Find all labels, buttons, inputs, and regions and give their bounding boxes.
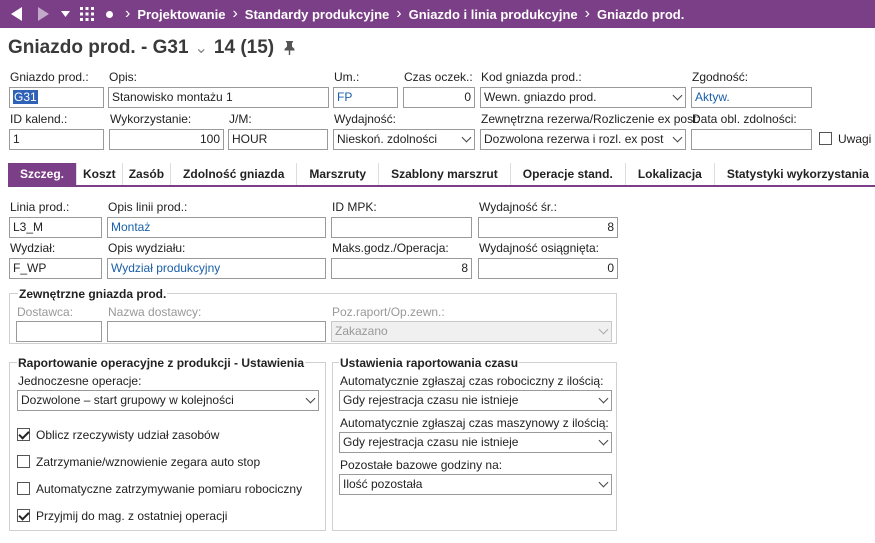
tab-capacity[interactable]: Zdolność gniazda bbox=[171, 163, 297, 185]
achieved-capacity-field[interactable]: 0 bbox=[478, 258, 618, 279]
auto-machine-time-value: Gdy rejestracja czasu nie istnieje bbox=[343, 435, 519, 449]
auto-machine-time-select[interactable] bbox=[339, 432, 612, 453]
clock-auto-stop-label: Zatrzymanie/wznowienie zegara auto stop bbox=[36, 455, 261, 469]
record-counter: 14 (15) bbox=[213, 37, 275, 58]
remaining-hours-value: Ilość pozostała bbox=[343, 477, 423, 491]
chevron-down-icon bbox=[599, 394, 609, 404]
cost-center-label: ID MPK: bbox=[332, 200, 377, 214]
work-center-label: Gniazdo prod.: bbox=[10, 70, 89, 84]
wait-time-field[interactable]: 0 bbox=[403, 87, 475, 108]
capacity-select[interactable] bbox=[333, 129, 475, 150]
uom-label: J/M: bbox=[229, 112, 252, 126]
department-label: Wydział: bbox=[10, 241, 56, 255]
work-center-code-value: Wewn. gniazdo prod. bbox=[484, 90, 597, 104]
capacity-calc-date-label: Data obl. zdolności: bbox=[692, 112, 797, 126]
supplier-label: Dostawca: bbox=[17, 305, 74, 319]
chevron-down-icon bbox=[306, 394, 316, 404]
breadcrumb-chevron-icon: › bbox=[584, 5, 590, 22]
breadcrumb bbox=[118, 5, 684, 23]
external-reserve-value: Dozwolona rezerwa i rozl. ex post bbox=[484, 132, 664, 146]
cost-center-field[interactable] bbox=[331, 217, 472, 238]
dot-icon bbox=[100, 0, 118, 28]
report-external-op-value: Zakazano bbox=[335, 324, 388, 338]
external-work-centers-title: Zewnętrzne gniazda prod. bbox=[19, 287, 167, 301]
um-label: Um.: bbox=[334, 70, 360, 84]
work-center-code-label: Kod gniazda prod.: bbox=[481, 70, 582, 84]
chevron-down-icon bbox=[462, 133, 472, 143]
utilization-field[interactable]: 100 bbox=[109, 129, 224, 150]
work-center-field[interactable] bbox=[9, 87, 104, 108]
auto-stop-labor-label: Automatyczne zatrzymywanie pomiaru robociczny bbox=[36, 482, 303, 496]
breadcrumb-item-gniazdo-linia[interactable]: Gniazdo i linia produkcyjne bbox=[408, 6, 578, 22]
production-line-label: Linia prod.: bbox=[10, 200, 70, 214]
chevron-down-icon bbox=[599, 325, 609, 335]
calc-resource-share-checkbox[interactable] bbox=[17, 428, 30, 441]
capacity-label: Wydajność: bbox=[334, 112, 396, 126]
achieved-capacity-label: Wydajność osiągnięta: bbox=[479, 241, 599, 255]
calendar-id-label: ID kalend.: bbox=[10, 112, 68, 126]
app-grid-icon[interactable] bbox=[74, 0, 100, 28]
breadcrumb-item-standardy[interactable]: Standardy produkcyjne bbox=[244, 6, 390, 22]
time-reporting-title: Ustawienia raportowania czasu bbox=[340, 356, 519, 370]
receive-last-operation-label: Przyjmij do mag. z ostatniej operacji bbox=[36, 509, 228, 523]
chevron-down-icon bbox=[673, 133, 683, 143]
max-hours-label: Maks.godz./Operacja: bbox=[332, 241, 449, 255]
capacity-value: Nieskoń. zdolności bbox=[337, 132, 438, 146]
top-nav-bar bbox=[0, 0, 875, 28]
wait-time-label: Czas oczek.: bbox=[404, 70, 473, 84]
work-center-code-select[interactable] bbox=[480, 87, 686, 108]
breadcrumb-chevron-icon: › bbox=[125, 5, 131, 22]
supplier-field[interactable] bbox=[16, 321, 102, 342]
report-external-op-label: Poz.raport/Op.zewn.: bbox=[332, 305, 445, 319]
report-external-op-select[interactable] bbox=[331, 321, 612, 342]
supplier-name-label: Nazwa dostawcy: bbox=[108, 305, 202, 319]
department-description-field[interactable]: Wydział produkcyjny bbox=[107, 258, 326, 279]
dropdown-caret-icon[interactable] bbox=[56, 0, 74, 28]
breadcrumb-chevron-icon: › bbox=[232, 5, 238, 22]
chevron-down-icon bbox=[673, 91, 683, 101]
compliance-label: Zgodność: bbox=[692, 70, 749, 84]
tab-usage-statistics[interactable]: Statystyki wykorzystania bbox=[726, 167, 869, 181]
tab-location[interactable]: Lokalizacja bbox=[626, 163, 715, 185]
tab-routings[interactable]: Marszruty bbox=[297, 163, 379, 185]
clock-auto-stop-checkbox[interactable] bbox=[17, 455, 30, 468]
max-hours-field[interactable]: 8 bbox=[331, 258, 472, 279]
back-icon[interactable] bbox=[4, 0, 30, 28]
work-center-value: G31 bbox=[14, 90, 37, 104]
remaining-hours-label: Pozostałe bazowe godziny na: bbox=[340, 458, 503, 472]
auto-labor-time-value: Gdy rejestracja czasu nie istnieje bbox=[343, 393, 519, 407]
line-description-field[interactable]: Montaż bbox=[107, 217, 326, 238]
um-field[interactable]: FP bbox=[333, 87, 398, 108]
tab-resource[interactable]: Zasób bbox=[123, 163, 171, 185]
external-reserve-label: Zewnętrzna rezerwa/Rozliczenie ex post: bbox=[481, 112, 700, 126]
concurrent-operations-value: Dozwolone – start grupowy w kolejności bbox=[21, 393, 234, 407]
auto-machine-time-label: Automatycznie zgłaszaj czas maszynowy z ilością: bbox=[340, 416, 609, 430]
tab-cost[interactable]: Koszt bbox=[77, 163, 123, 185]
breadcrumb-item-projektowanie[interactable]: Projektowanie bbox=[137, 6, 226, 22]
capacity-calc-date-field[interactable] bbox=[691, 129, 812, 150]
tab-details[interactable]: Szczeg. bbox=[8, 163, 77, 185]
page-title-text: Gniazdo prod. - G31 bbox=[8, 37, 189, 58]
utilization-label: Wykorzystanie: bbox=[110, 112, 192, 126]
record-selector-chevron-icon[interactable]: ⌄ bbox=[194, 40, 208, 57]
auto-labor-time-select[interactable] bbox=[339, 390, 612, 411]
remaining-hours-select[interactable] bbox=[339, 474, 612, 495]
notes-checkbox[interactable] bbox=[819, 132, 832, 145]
breadcrumb-chevron-icon: › bbox=[396, 5, 402, 22]
external-reserve-select[interactable] bbox=[480, 129, 686, 150]
compliance-field[interactable]: Aktyw. bbox=[691, 87, 812, 108]
concurrent-operations-label: Jednoczesne operacje: bbox=[18, 374, 142, 388]
operational-reporting-title: Raportowanie operacyjne z produkcji - Ustawienia bbox=[18, 356, 305, 370]
tab-standard-operations[interactable]: Operacje stand. bbox=[511, 163, 626, 185]
auto-stop-labor-checkbox[interactable] bbox=[17, 482, 30, 495]
tab-bar bbox=[8, 163, 875, 187]
receive-last-operation-checkbox[interactable] bbox=[17, 509, 30, 522]
forward-icon[interactable] bbox=[30, 0, 56, 28]
calendar-id-field[interactable]: 1 bbox=[9, 129, 104, 150]
calc-resource-share-label: Oblicz rzeczywisty udział zasobów bbox=[36, 428, 220, 442]
chevron-down-icon bbox=[599, 478, 609, 488]
department-description-label: Opis wydziału: bbox=[108, 241, 186, 255]
tab-routing-templates[interactable]: Szablony marszrut bbox=[379, 163, 511, 185]
production-line-field[interactable]: L3_M bbox=[9, 217, 102, 238]
department-field[interactable]: F_WP bbox=[9, 258, 102, 279]
description-field[interactable]: Stanowisko montażu 1 bbox=[108, 87, 329, 108]
concurrent-operations-select[interactable] bbox=[17, 390, 319, 411]
breadcrumb-item-gniazdo[interactable]: Gniazdo prod. bbox=[596, 6, 685, 22]
chevron-down-icon bbox=[599, 436, 609, 446]
uom-field[interactable]: HOUR bbox=[228, 129, 328, 150]
description-label: Opis: bbox=[109, 70, 138, 84]
avg-capacity-label: Wydajność śr.: bbox=[479, 200, 557, 214]
line-description-label: Opis linii prod.: bbox=[108, 200, 188, 214]
pin-icon[interactable] bbox=[284, 41, 295, 55]
auto-labor-time-label: Automatycznie zgłaszaj czas robociczny z ilością: bbox=[340, 374, 604, 388]
page-title bbox=[8, 37, 295, 59]
supplier-name-field[interactable] bbox=[107, 321, 326, 342]
avg-capacity-field[interactable]: 8 bbox=[478, 217, 618, 238]
notes-label: Uwagi bbox=[838, 132, 872, 146]
